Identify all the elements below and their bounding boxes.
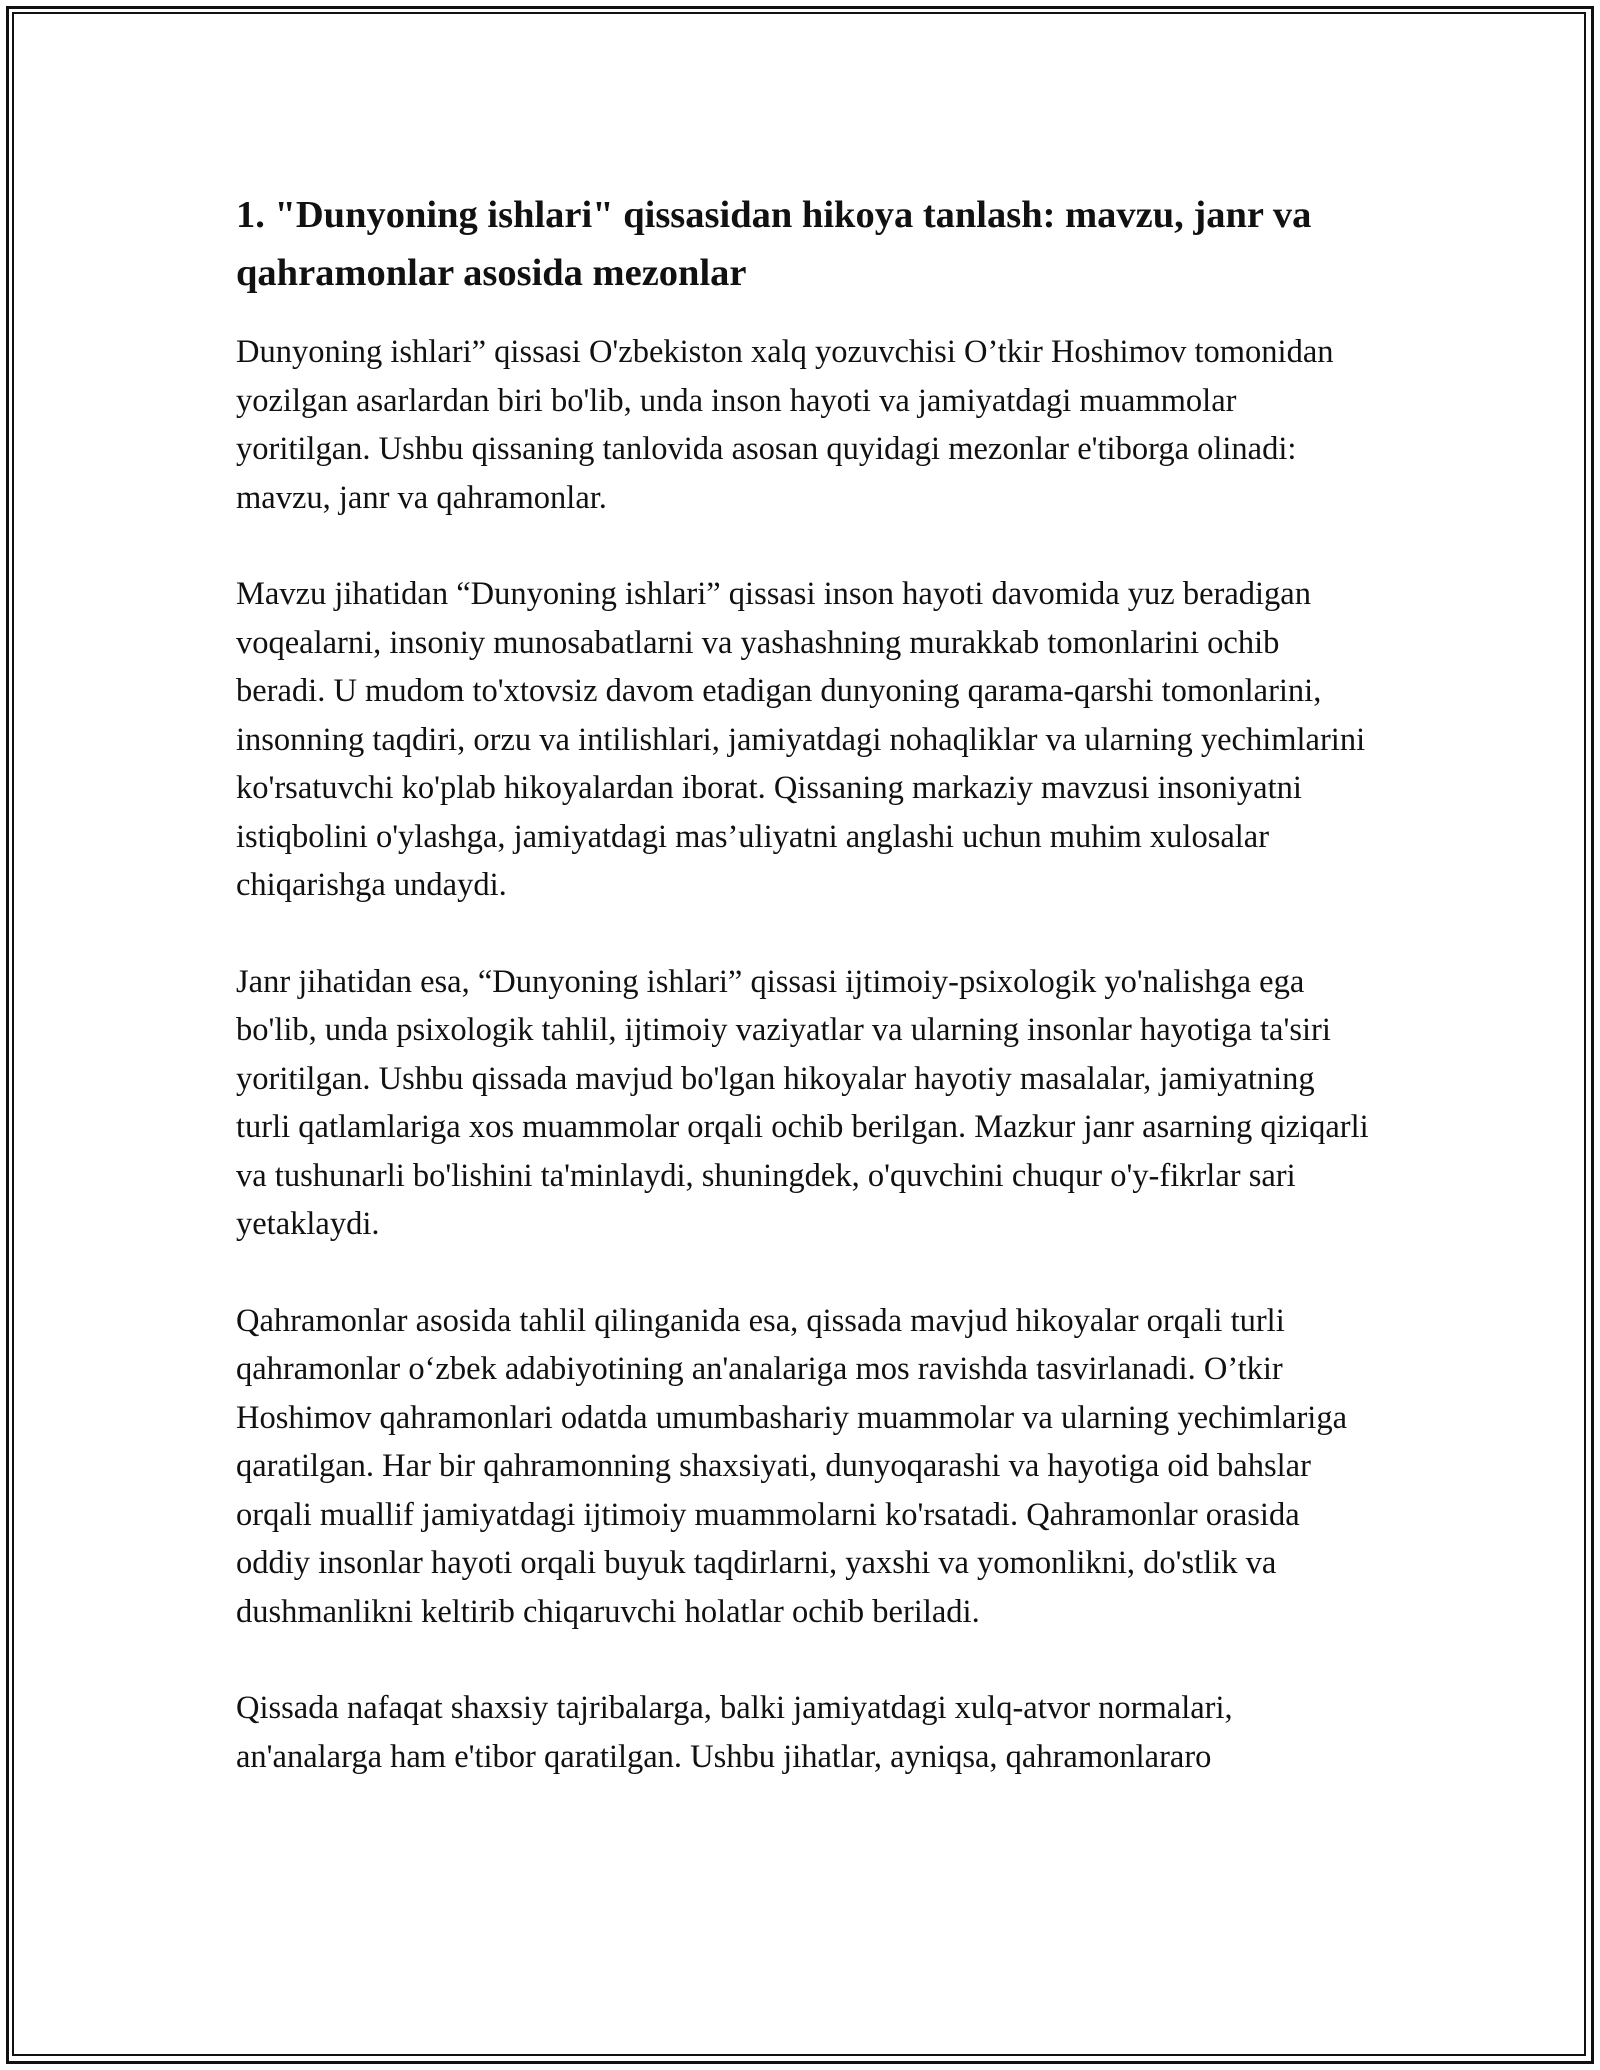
paragraph-characters: Qahramonlar asosida tahlil qilinganida esa, qissada mavjud hikoyalar orqali turli qahramonlar o‘zbek adabiyotining an'analariga mos ravishda tasvirlanadi. O’tkir Hoshimov qahramonlari odatda umumbashariy muammolar va ularning yechimlariga qaratilgan. Har bir qahramonning shaxsiyati, dunyoqarashi va hayotiga oid bahslar orqali muallif jamiyatdagi ijtimoiy muammolarni ko'rsatadi. Qahramonlar orasida oddiy insonlar hayoti orqali buyuk taqdirlarni, yaxshi va yomonlikni, do'stlik va dushmanlikni keltirib chiqaruvchi holatlar ochib beriladi. (236, 1302, 1348, 1630)
paragraph-theme: Mavzu jihatidan “Dunyoning ishlari” qissasi inson hayoti davomida yuz beradigan voqealarni, insoniy munosabatlarni va yashashning murakkab tomonlarini ochib beradi. U mudom to'xtovsiz davom etadigan dunyoning qarama-qarshi tomonlarini, insonning taqdiri, orzu va intilishlari, jamiyatdagi nohaqliklar va ularning yechimlarini ko'rsatuvchi ko'plab hikoyalardan iborat. Qissaning markaziy mavzusi insoniyatni istiqbolini o'ylashga, jamiyatdagi mas’uliyatni anglashi uchun muhim xulosalar chiqarishga undaydi. (236, 576, 1366, 903)
document-title: 1. "Dunyoning ishlari" qissasidan hikoya tanlash: mavzu, janr va qahramonlar asosida mezonlar (236, 194, 1312, 294)
paragraph-society: Qissada nafaqat shaxsiy tajribalarga, balki jamiyatdagi xulq-atvor normalari, an'analarga ham e'tibor qaratilgan. Ushbu jihatlar, ayniqsa, qahramonlararo (236, 1690, 1233, 1775)
paragraph-genre: Janr jihatidan esa, “Dunyoning ishlari” qissasi ijtimoiy-psixologik yo'nalishga ega bo'lib, unda psixologik tahlil, ijtimoiy vaziyatlar va ularning insonlar hayotiga ta'siri yoritilgan. Ushbu qissada mavjud bo'lgan hikoyalar hayotiy masalalar, jamiyatning turli qatlamlariga xos muammolar orqali ochib berilgan. Mazkur janr asarning qiziqarli va tushunarli bo'lishini ta'minlaydi, shuningdek, o'quvchini chuqur o'y-fikrlar sari yetaklaydi. (236, 963, 1369, 1242)
document-body (236, 186, 1376, 1829)
paragraph-intro: Dunyoning ishlari” qissasi O'zbekiston xalq yozuvchisi O’tkir Hoshimov tomonidan yozilgan asarlardan biri bo'lib, unda inson hayoti va jamiyatdagi muammolar yoritilgan. Ushbu qissaning tanlovida asosan quyidagi mezonlar e'tiborga olinadi: mavzu, janr va qahramonlar. (236, 334, 1334, 516)
